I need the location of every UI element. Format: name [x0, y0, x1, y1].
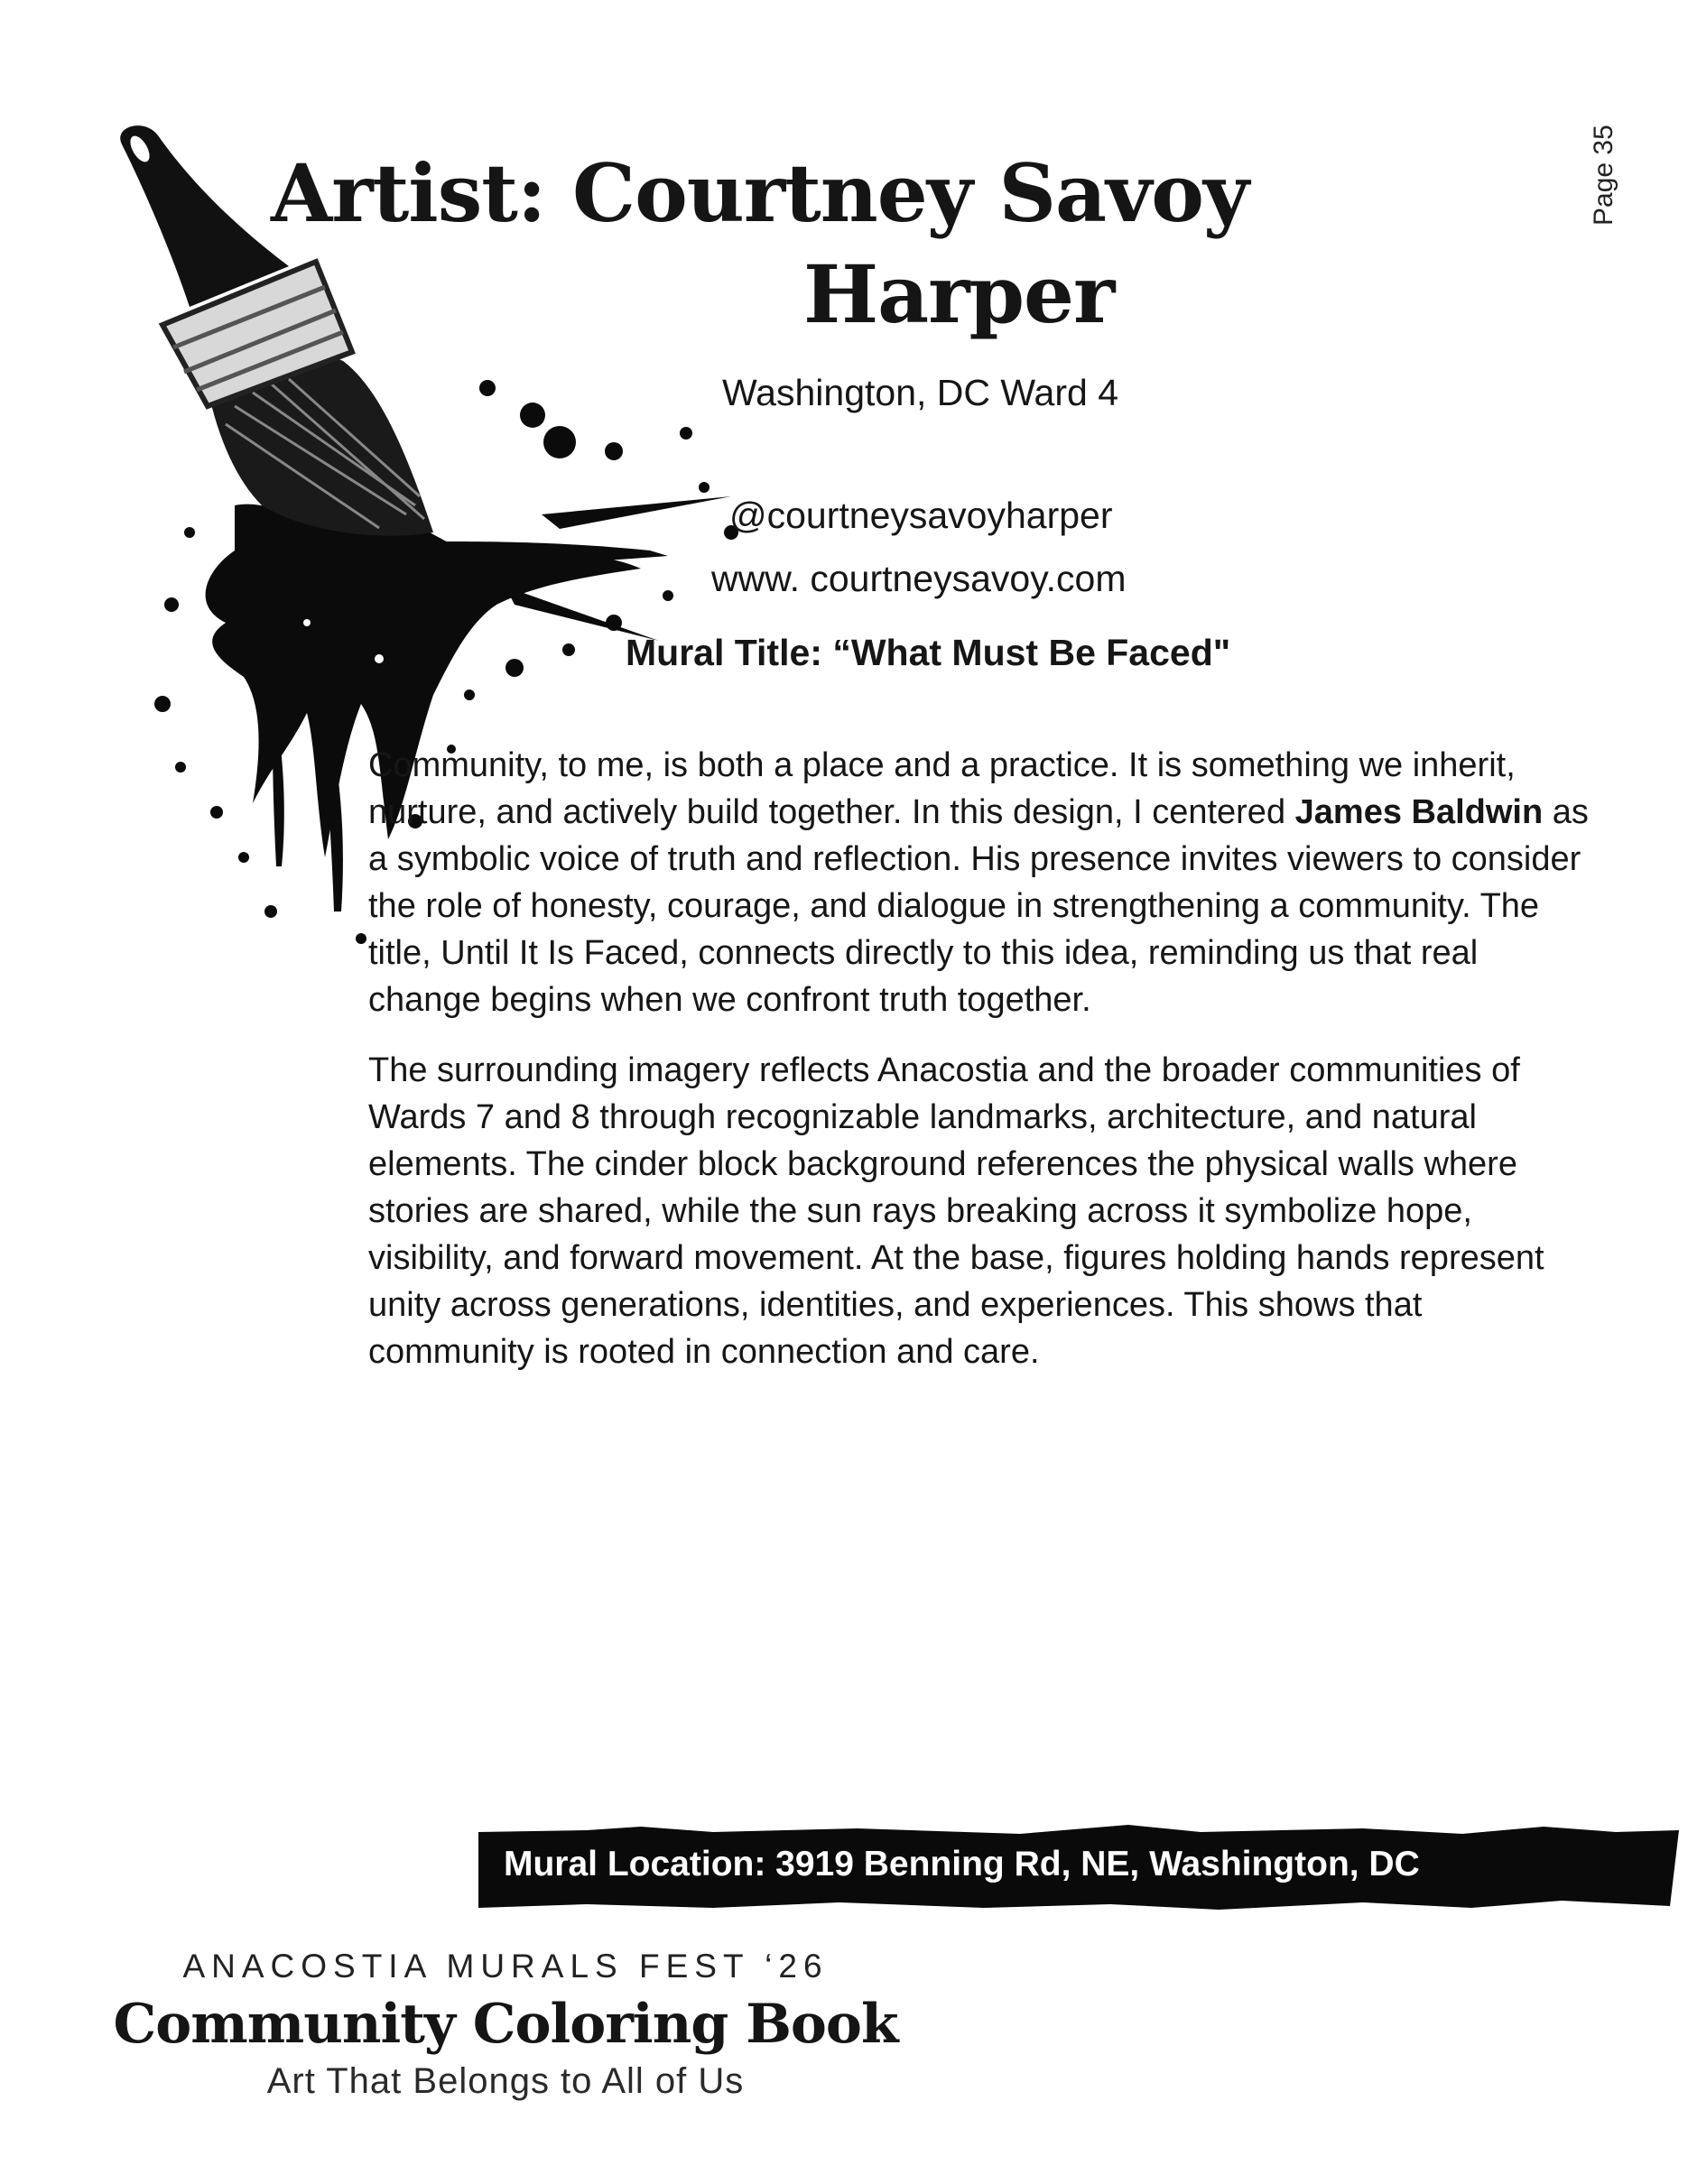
artist-title-line2: Harper: [803, 247, 1115, 341]
festival-name: ANACOSTIA MURALS FEST ‘26: [182, 1948, 829, 1985]
page-number: Page 35: [1589, 125, 1618, 226]
p1-text-end: as a symbolic voice of truth and reflection. His presence invites viewers to consider the role of honesty, courage, and dialogue in strengthening a community. The title, Until It Is Faced, connects directly to this idea, reminding us that real change begins when we confront truth together.: [368, 793, 1589, 1019]
mural-location-banner: [478, 1825, 1679, 1911]
statement-paragraph-1: [368, 742, 1596, 1023]
statement-paragraph-2: The surrounding imagery reflects Anacostia and the broader communities of Wards 7 and 8 through recognizable landmarks, architecture, and natural elements. The cinder block background references the physical walls where stories are shared, while the sun rays breaking across it symbolize hope, visibility, and forward movement. At the base, figures holding hands represent unity across generations, identities, and experiences. This shows that community is rooted in connection and care.: [368, 1051, 1544, 1371]
footer-branding: [54, 1939, 957, 2102]
p1-text-start: Community, to me, is both a place and a practice. It is something we inherit, nurture, and actively build together. In this design, I centered: [368, 746, 1516, 831]
artist-statement: [368, 742, 1596, 1399]
website-link: www. courtneysavoy.com: [711, 558, 1127, 599]
artist-location: Washington, DC Ward 4: [722, 372, 1119, 413]
mural-title: Mural Title: “What Must Be Faced": [626, 632, 1231, 673]
social-handle: @courtneysavoyharper: [729, 495, 1113, 536]
p1-bold-name: James Baldwin: [1294, 793, 1544, 831]
book-title: Community Coloring Book: [113, 1993, 898, 2056]
mural-location: Mural Location: 3919 Benning Rd, NE, Washington, DC: [504, 1845, 1420, 1883]
tagline: Art That Belongs to All of Us: [266, 2061, 745, 2101]
artist-title: [271, 143, 1444, 345]
artist-title-line1: Artist: Courtney Savoy: [271, 146, 1249, 240]
